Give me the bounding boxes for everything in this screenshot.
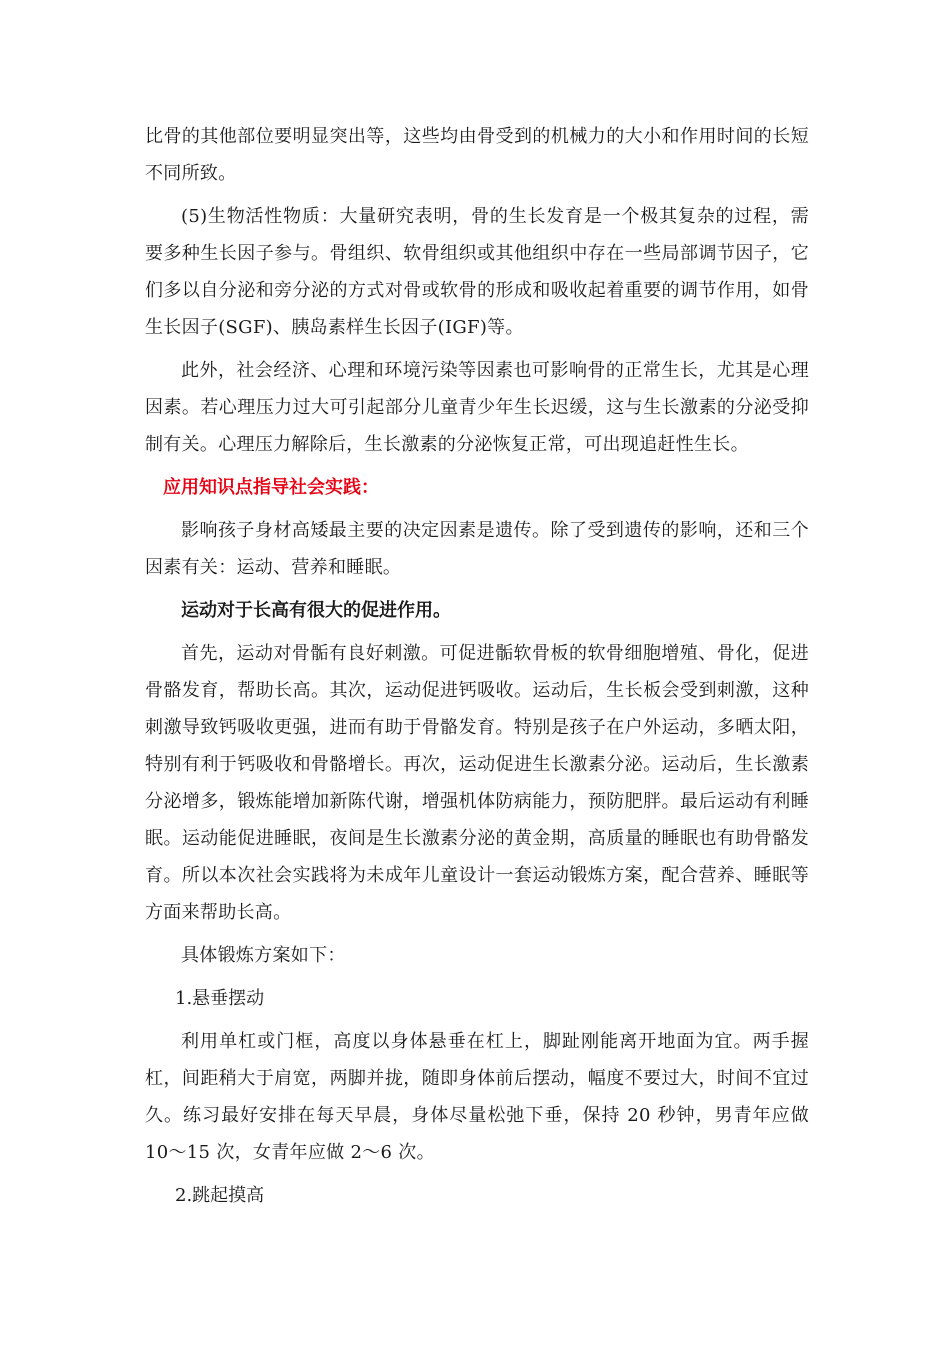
paragraph-plan-intro: 具体锻炼方案如下： — [181, 945, 346, 966]
paragraph-psychological-factors: 此外，社会经济、心理和环境污染等因素也可影响骨的正常生长，尤其是心理因素。若心理压力过大可引起部分儿童青少年生长迟缓，这与生长激素的分泌受抑制有关。心理压力解除后，生长激素的分泌恢复正常，可出现追赶性生长。 — [145, 360, 809, 455]
paragraph-genetics: 影响孩子身材高矮最主要的决定因素是遗传。除了受到遗传的影响，还和三个因素有关：运动、营养和睡眠。 — [145, 520, 809, 578]
section-heading-application: 应用知识点指导社会实践： — [163, 477, 379, 498]
list-item-jump-touch: 2.跳起摸高 — [175, 1185, 265, 1206]
paragraph-hanging-swing-detail: 利用单杠或门框，高度以身体悬垂在杠上，脚趾刚能离开地面为宜。两手握杠，间距稍大于肩宽，两脚并拢，随即身体前后摆动，幅度不要过大，时间不宜过久。练习最好安排在每天早晨，身体尽量松弛下垂，保持 20 秒钟，男青年应做 10～15 次，女青年应做 2～6 次。 — [145, 1031, 809, 1163]
paragraph-exercise-benefits: 首先，运动对骨骺有良好刺激。可促进骺软骨板的软骨细胞增殖、骨化，促进骨骼发育，帮助长高。其次，运动促进钙吸收。运动后，生长板会受到刺激，这种刺激导致钙吸收更强，进而有助于骨骼发育。特别是孩子在户外运动，多晒太阳，特别有利于钙吸收和骨骼增长。再次，运动促进生长激素分泌。运动后，生长激素分泌增多，锻炼能增加新陈代谢，增强机体防病能力，预防肥胖。最后运动有利睡眠。运动能促进睡眠，夜间是生长激素分泌的黄金期，高质量的睡眠也有助骨骼发育。所以本次社会实践将为未成年儿童设计一套运动锻炼方案，配合营养、睡眠等方面来帮助长高。 — [145, 643, 809, 923]
subheading-exercise: 运动对于长高有很大的促进作用。 — [181, 600, 451, 621]
list-item-hanging-swing: 1.悬垂摆动 — [175, 988, 265, 1009]
paragraph-bioactive-substances: (5)生物活性物质：大量研究表明，骨的生长发育是一个极其复杂的过程，需要多种生长因子参与。骨组织、软骨组织或其他组织中存在一些局部调节因子，它们多以自分泌和旁分泌的方式对骨或软骨的形成和吸收起着重要的调节作用，如骨生长因子(SGF)、胰岛素样生长因子(IGF)等。 — [145, 206, 809, 338]
document-page — [145, 118, 809, 1220]
paragraph-bone-mechanics: 比骨的其他部位要明显突出等，这些均由骨受到的机械力的大小和作用时间的长短不同所致。 — [145, 126, 809, 184]
